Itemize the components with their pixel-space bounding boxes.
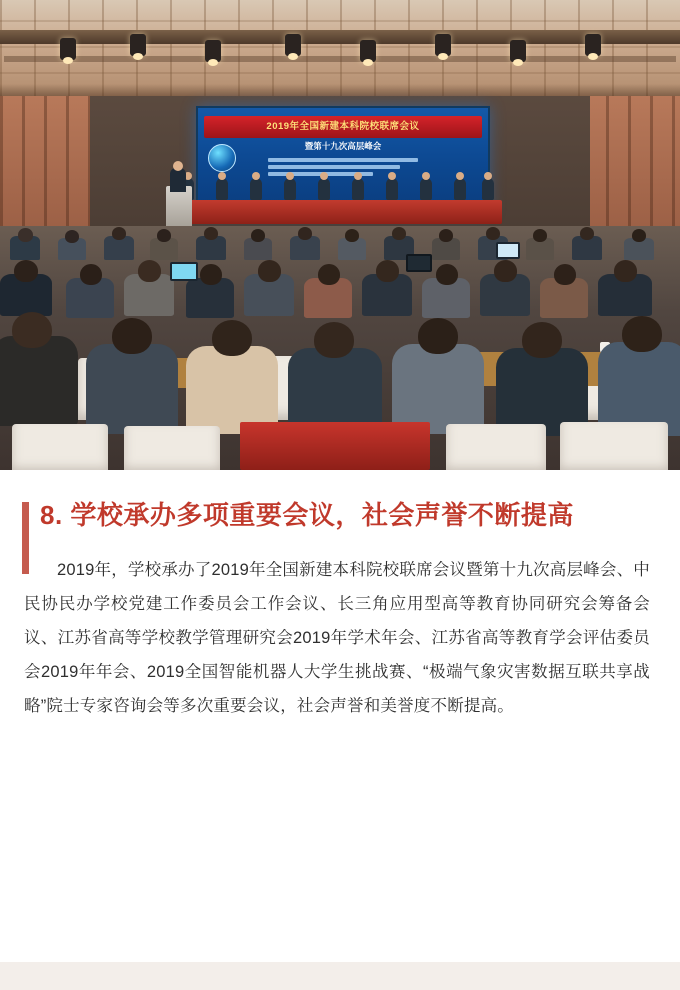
chair-back-front (560, 422, 668, 470)
audience-member-foreground (522, 322, 562, 358)
stage-light (60, 38, 76, 60)
audience-member (65, 230, 79, 243)
audience-member (580, 227, 594, 240)
stage-light (130, 34, 146, 56)
audience-member (494, 260, 517, 282)
screen-subtitle-text: 暨第十九次高层峰会 (304, 141, 382, 151)
stage-light (205, 40, 221, 62)
smartphone-screen (170, 262, 198, 281)
audience-member (392, 227, 406, 240)
stage-light (285, 34, 301, 56)
screen-emblem-icon (208, 144, 236, 172)
head-table (172, 200, 502, 224)
red-table-cloth (240, 422, 430, 470)
audience-member (632, 229, 646, 242)
audience-member-foreground (0, 336, 78, 426)
page-title: 8. 学校承办多项重要会议，社会声誉不断提高 (40, 500, 574, 530)
conference-hall-photo (0, 0, 680, 470)
body-paragraph: 2019年，学校承办了2019年全国新建本科院校联席会议暨第十九次高层峰会、中民协民办学校党建工作委员会工作会议、长三角应用型高等教育协同研究会筹备会议、江苏省高等学校教学管理研究会2019年学术年会、江苏省高等教育学会评估委员会2019年年会、2019全国智能机器人大学生挑战赛、“极端气象灾害数据互联共享战略”院士专家咨询会等多次重要会议，社会声誉和美誉度不断提高。 (24, 561, 650, 715)
audience-member-foreground (418, 318, 458, 354)
audience-member (436, 264, 458, 285)
stage-light (585, 34, 601, 56)
audience-member (157, 229, 171, 242)
audience-member (554, 264, 576, 285)
article-content (0, 470, 680, 723)
smartphone-screen (496, 242, 520, 259)
audience-member (298, 227, 312, 240)
audience-member (200, 264, 222, 285)
audience-member (80, 264, 102, 285)
lighting-truss (0, 30, 680, 44)
audience-member-foreground (314, 322, 354, 358)
chair-back-front (446, 424, 546, 470)
smartphone-screen (406, 254, 432, 272)
stage-light (435, 34, 451, 56)
audience-member (614, 260, 637, 282)
audience-member (14, 260, 38, 282)
chair-back-front (12, 424, 108, 470)
audience-member (318, 264, 340, 285)
audience-member (486, 227, 500, 240)
audience-member (112, 227, 126, 240)
ceiling-grid (0, 0, 680, 100)
audience-member-foreground (12, 312, 52, 348)
stage-light (510, 40, 526, 62)
audience-member (251, 229, 265, 242)
heading-accent-bar (22, 502, 29, 574)
audience-member-foreground (112, 318, 152, 354)
podium (166, 186, 192, 230)
audience-member (138, 260, 161, 282)
audience-member-foreground (622, 316, 662, 352)
audience-member (345, 229, 359, 242)
ceiling (0, 0, 680, 100)
chair-back-front (124, 426, 220, 470)
audience-member (258, 260, 281, 282)
audience-member (376, 260, 399, 282)
audience-member (533, 229, 547, 242)
audience-member-foreground (392, 344, 484, 434)
audience-member (439, 229, 453, 242)
page-footer-band (0, 962, 680, 990)
section-heading-wrap (22, 498, 650, 532)
audience-member-foreground (86, 344, 178, 434)
audience-crowd (0, 226, 680, 470)
stage-light (360, 40, 376, 62)
audience-member-foreground (186, 346, 278, 434)
screen-title-text: 2019年全国新建本科院校联席会议 (266, 121, 420, 132)
audience-member (204, 227, 218, 240)
audience-member-foreground (212, 320, 252, 356)
speaker-figure (170, 168, 186, 192)
audience-member (18, 228, 33, 242)
